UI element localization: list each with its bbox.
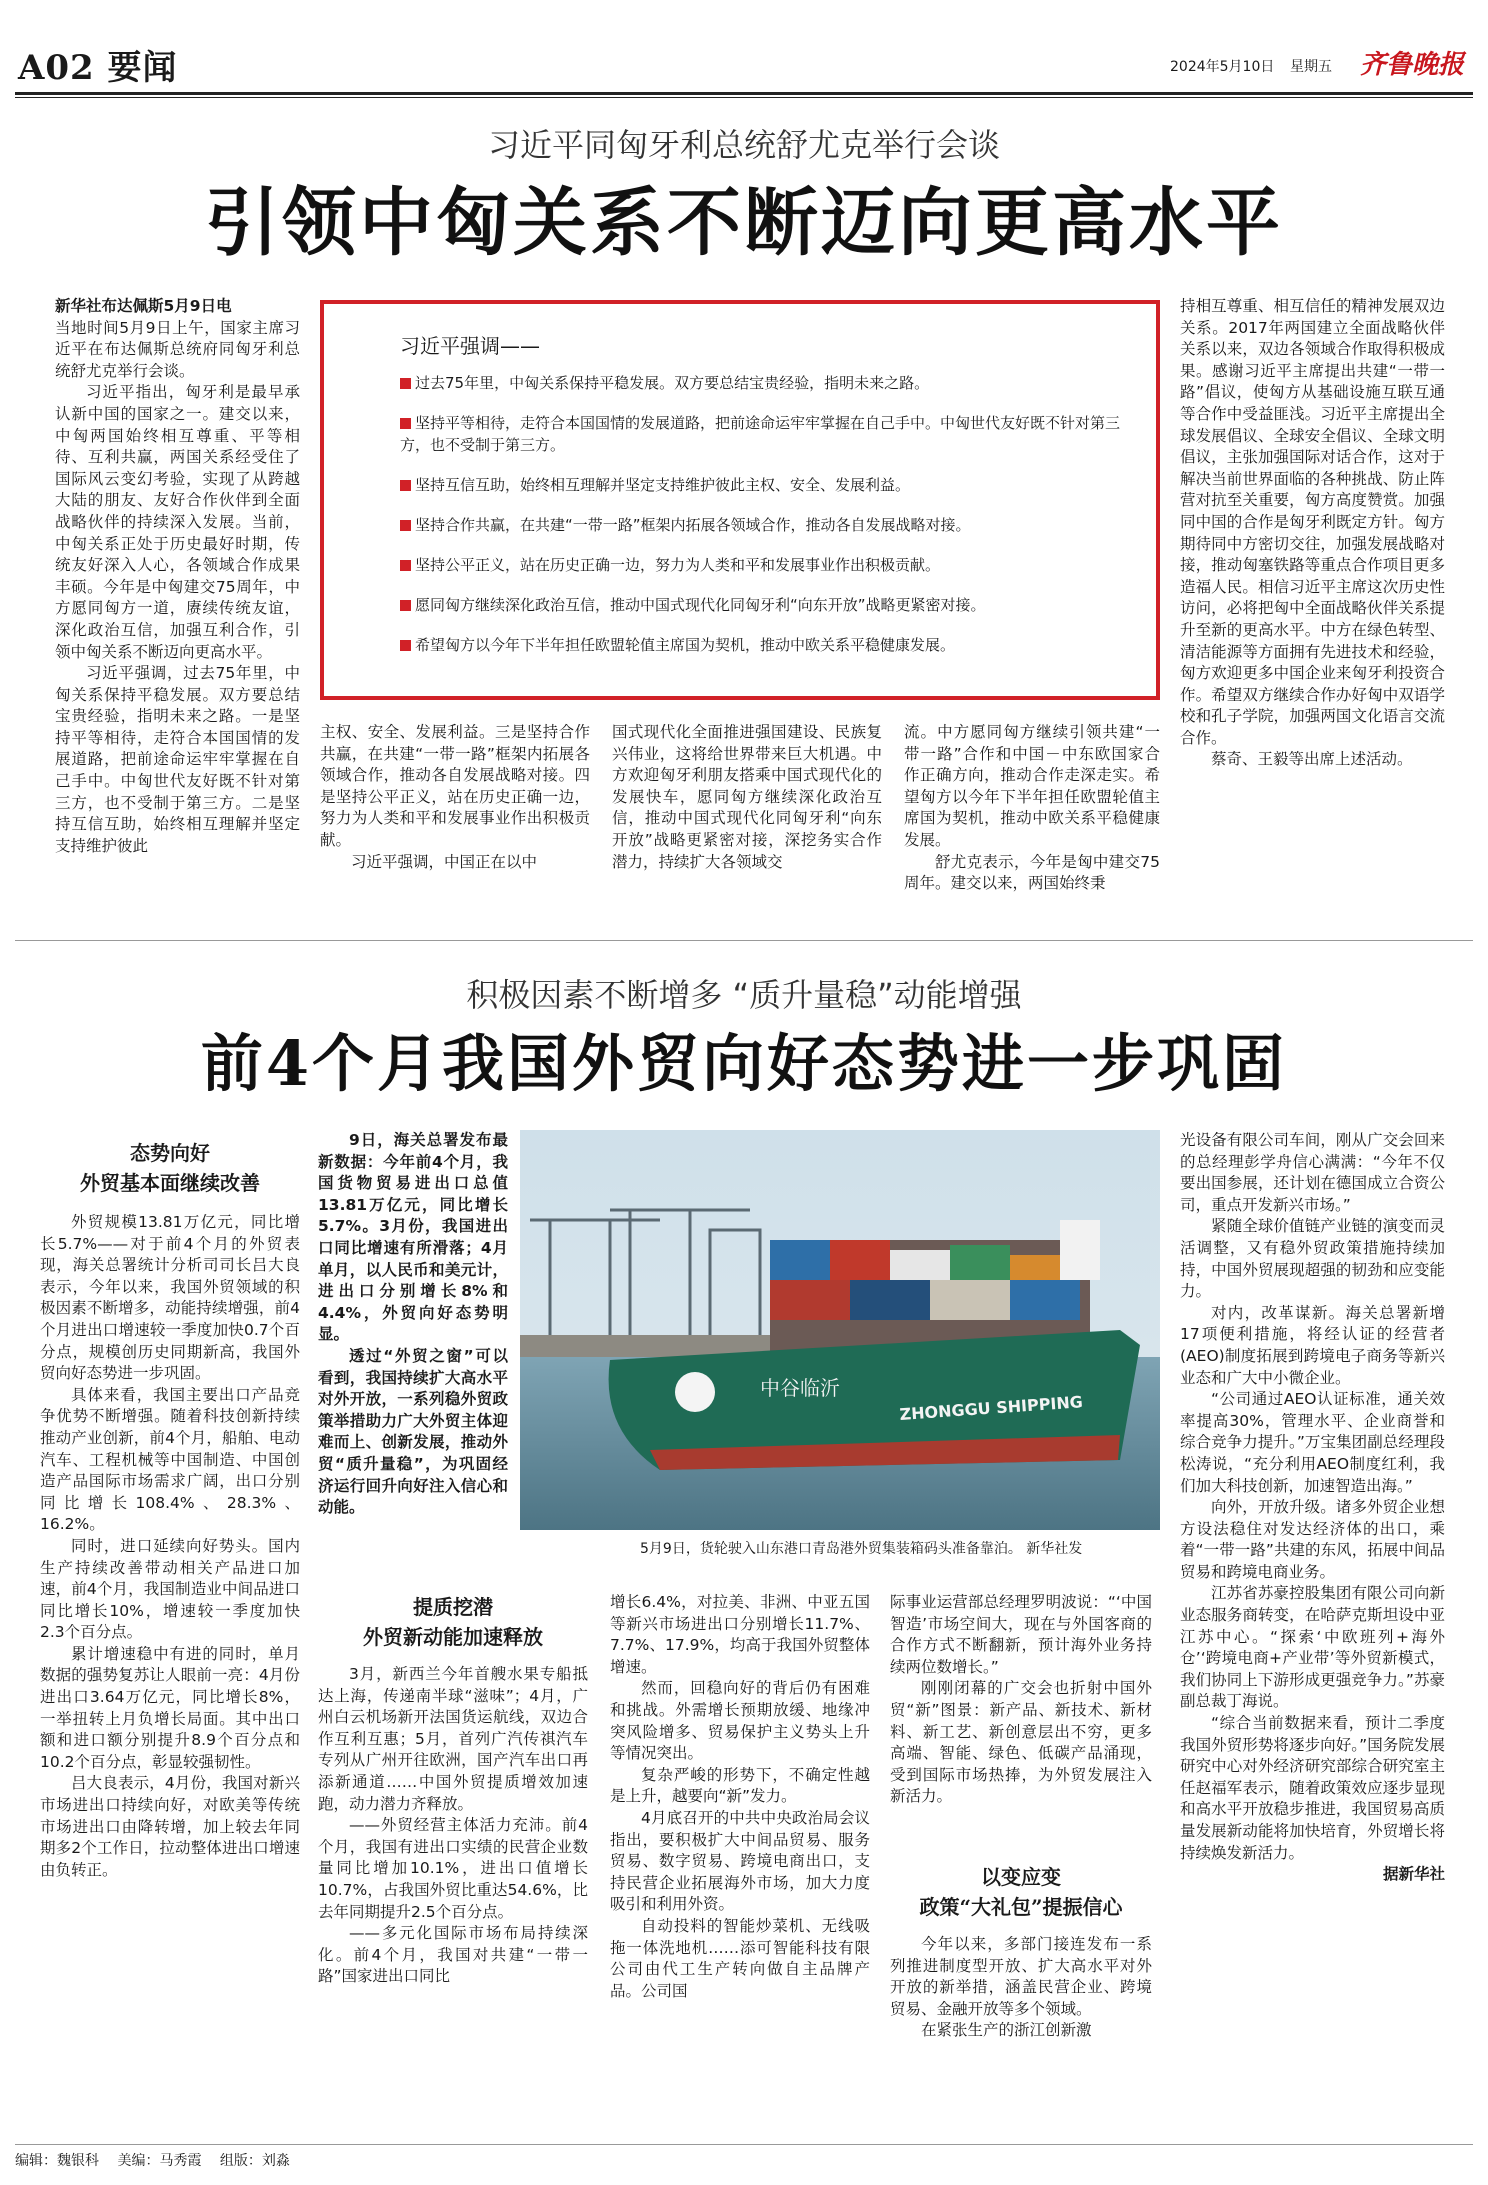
article2-column-e	[1180, 1130, 1445, 2142]
paragraph: 在紧张生产的浙江创新激	[921, 2021, 1092, 2040]
paragraph: 当地时间5月9日上午，国家主席习近平在布达佩斯总统府同匈牙利总统舒尤克举行会谈。	[55, 318, 300, 380]
quote-item: 过去75年里，中匈关系保持平稳发展。双方要总结宝贵经验，指明未来之路。	[400, 372, 1120, 394]
paragraph: 舒尤克表示，今年是匈中建交75周年。建交以来，两国始终秉	[904, 852, 1160, 893]
newspaper-logo: 齐鲁晚报	[1360, 50, 1465, 80]
article2-column-a	[40, 1212, 300, 2142]
layout-credit: 组版：刘淼	[219, 2153, 290, 2169]
paragraph: 紧随全球价值链产业链的演变而灵活调整，又有稳外贸政策措施持续加持，中国外贸展现超强的韧劲和应变能力。	[1180, 1217, 1445, 1301]
paragraph: 然而，回稳向好的背后仍有困难和挑战。外需增长预期放缓、地缘冲突风险增多、贸易保护主义势头上升等情况突出。	[610, 1679, 870, 1763]
paragraph: 习近平强调，过去75年里，中匈关系保持平稳发展。双方要总结宝贵经验，指明未来之路。一是坚持平等相待，走符合本国国情的发展道路，把前途命运牢牢掌握在自己手中。中匈世代友好既不针对第三方，也不受制于第三方。二是坚持互信互助，始终相互理解并坚定支持维护彼此	[55, 664, 300, 855]
paragraph: 累计增速稳中有进的同时，单月数据的强势复苏让人眼前一亮：4月份进出口3.64万亿元，同比增长8%，一举扭转上月负增长局面。其中出口额和进口额分别提升8.9个百分点和10.2个百分点，彰显较强韧性。	[40, 1644, 300, 1771]
footer-rule	[15, 2144, 1473, 2145]
quote-item: 坚持公平正义，站在历史正确一边，努力为人类和平和发展事业作出积极贡献。	[400, 554, 1120, 576]
paragraph: 自动投料的智能炒菜机、无线吸拖一体洗地机……添可智能科技有限公司由代工生产转向做自主品牌产品。公司国	[610, 1916, 870, 2000]
paragraph: 习近平指出，匈牙利是最早承认新中国的国家之一。建交以来，中匈两国始终相互尊重、平等相待、互利共赢，两国关系经受住了国际风云变幻考验，实现了从跨越大陆的朋友、友好合作伙伴到全面战略伙伴的持续深入发展。当前，中匈关系正处于历史最好时期，传统友好深入人心，各领域合作成果丰硕。今年是中匈建交75周年，中方愿同匈方一道，赓续传统友谊，深化政治互信，加强互利合作，引领中匈关系不断迈向更高水平。	[55, 383, 300, 661]
paragraph: ——多元化国际市场布局持续深化。前4个月，我国对共建“一带一路”国家进出口同比	[318, 1924, 588, 1986]
source-signature: 据新华社	[1382, 1865, 1445, 1884]
lead-paragraph	[318, 1130, 508, 1550]
paragraph: “公司通过AEO认证标准，通关效率提高30%，管理水平、企业商誉和综合竞争力提升。”万宝集团副总经理段松涛说，“充分利用AEO制度红利，我们加大科技创新，加速智造出海。”	[1180, 1390, 1445, 1495]
ship-hull-label: ZHONGGU SHIPPING	[898, 1392, 1084, 1424]
page-section-label: A02 要闻	[18, 48, 178, 88]
bullet-icon	[400, 640, 411, 651]
paragraph: 透过“外贸之窗”可以看到，我国持续扩大高水平对外开放，一系列稳外贸政策举措助力广大外贸主体迎难而上、创新发展，推动外贸“质升量稳”，为巩固经济运行回升向好注入信心和动能。	[318, 1346, 508, 1517]
designer-credit: 美编：马秀霞	[117, 2153, 202, 2169]
issue-weekday: 星期五	[1290, 59, 1332, 75]
paragraph: 3月，新西兰今年首艘水果专船抵达上海，传递南半球“滋味”；4月，广州白云机场新开法国货运航线，双边合作互利互惠；5月，首列广汽传祺汽车专列从广州开往欧洲，国产汽车出口再添新通道……中国外贸提质增效加速跑，动力潜力齐释放。	[318, 1665, 588, 1813]
article1-column-4	[904, 722, 1160, 916]
paragraph: 同时，进口延续向好势头。国内生产持续改善带动相关产品进口加速，前4个月，我国制造业中间品进口同比增长10%，增速较一季度加快2.3个百分点。	[40, 1536, 300, 1642]
paragraph: “综合当前数据来看，预计二季度我国外贸形势将逐步向好。”国务院发展研究中心对外经济研究部综合研究室主任赵福军表示，随着政策效应逐步显现和高水平开放稳步推进，我国贸易高质量发展新动能将加快培育，外贸增长将持续焕发新活力。	[1180, 1714, 1445, 1862]
credits	[15, 2150, 304, 2170]
bullet-icon	[400, 378, 411, 389]
issue-date: 2024年5月10日	[1170, 59, 1275, 75]
quote-box-title: 习近平强调——	[400, 334, 540, 358]
header-rule-thin	[15, 97, 1473, 98]
quote-item: 愿同匈方继续深化政治互信，推动中国式现代化同匈牙利“向东开放”战略更紧密对接。	[400, 594, 1120, 616]
paragraph: 9日，海关总署发布最新数据：今年前4个月，我国货物贸易进出口总值13.81万亿元，同比增长5.7%。3月份，我国进出口同比增速有所滑落；4月单月，以人民币和美元计，进出口分别增长8%和4.4%，外贸向好态势明显。	[318, 1131, 508, 1344]
article1-column-2	[320, 722, 590, 916]
paragraph: ——外贸经营主体活力充沛。前4个月，我国有进出口实绩的民营企业数量同比增加10.1%，进出口值增长10.7%，占我国外贸比重达54.6%，比去年同期提升2.5个百分点。	[318, 1816, 588, 1921]
bullet-icon	[400, 560, 411, 571]
paragraph: 今年以来，多部门接连发布一系列推进制度型开放、扩大高水平对外开放的新举措，涵盖民营企业、跨境贸易、金融开放等多个领域。	[890, 1935, 1152, 2018]
paragraph: 4月底召开的中共中央政治局会议指出，要积极扩大中间品贸易、服务贸易、数字贸易、跨境电商出口，支持民营企业拓展海外市场，加大力度吸引和利用外资。	[610, 1808, 870, 1914]
article1-column-1	[55, 296, 300, 916]
paragraph: 流。中方愿同匈方继续引领共建“一带一路”合作和中国－中东欧国家合作正确方向，推动合作走深走实。希望匈方以今年下半年担任欧盟轮值主席国为契机，推动中欧关系平稳健康发展。	[904, 723, 1160, 849]
paragraph: 国式现代化全面推进强国建设、民族复兴伟业，这将给世界带来巨大机遇。中方欢迎匈牙利朋友搭乘中国式现代化的发展快车，愿同匈方继续深化政治互信，推动中国式现代化同匈牙利“向东开放”战略更紧密对接，深挖务实合作潜力，持续扩大各领域交	[612, 723, 882, 871]
bullet-icon	[400, 418, 411, 429]
container-ship-photo	[520, 1130, 1160, 1530]
header-rule	[15, 92, 1473, 95]
article2-subtitle: 积极因素不断增多 “质升量稳”动能增强	[466, 976, 1022, 1014]
paragraph: 外贸规模13.81万亿元，同比增长5.7%——对于前4个月的外贸表现，海关总署统计分析司司长吕大良表示，今年以来，我国外贸领域的积极因素不断增多，动能持续增强，前4个月进出口增速较一季度加快0.7个百分点，规模创历史同期新高，我国外贸向好态势进一步巩固。	[40, 1213, 300, 1383]
section-title-3: 以变应变 政策“大礼包”提振信心	[919, 1865, 1123, 1919]
section-title-2: 提质挖潜 外贸新动能加速释放	[363, 1595, 543, 1649]
paragraph: 增长6.4%，对拉美、非洲、中亚五国等新兴市场进出口分别增长11.7%、7.7%、17.9%，均高于我国外贸整体增速。	[610, 1593, 870, 1676]
article2-column-d2	[890, 1934, 1152, 2142]
bullet-icon	[400, 520, 411, 531]
article2-column-b	[318, 1664, 588, 2142]
paragraph: 持相互尊重、相互信任的精神发展双边关系。2017年两国建立全面战略伙伴关系以来，双边各领域合作取得积极成果。感谢习近平主席提出共建“一带一路”倡议，使匈方从基础设施互联互通等合作中受益匪浅。习近平主席提出全球发展倡议、全球安全倡议、全球文明倡议，主张加强国际对话合作，这对于解决当前世界面临的各种挑战、防止阵营对抗至关重要，匈方高度赞赏。加强同中国的合作是匈牙利既定方针。匈方期待同中方密切交往，加强发展战略对接，推动匈塞铁路等重点合作项目更多造福人民。相信习近平主席这次历史性访问，必将把匈中全面战略伙伴关系提升至新的更高水平。中方在绿色转型、清洁能源等方面拥有先进技术和经验，匈方欢迎更多中国企业来匈牙利投资合作。希望双方继续合作办好匈中双语学校和孔子学院，加强两国文化语言交流合作。	[1180, 297, 1445, 747]
article1-column-3	[612, 722, 882, 916]
paragraph: 对内，改革谋新。海关总署新增17项便利措施，将经认证的经营者(AEO)制度拓展到跨境电子商务等新兴业态和广大中小微企业。	[1180, 1303, 1445, 1387]
ship-name: 中谷临沂	[760, 1376, 840, 1400]
paragraph: 复杂严峻的形势下，不确定性越是上升，越要向“新”发力。	[610, 1765, 870, 1806]
quote-item: 坚持互信互助，始终相互理解并坚定支持维护彼此主权、安全、发展利益。	[400, 474, 1120, 496]
article2-column-c	[610, 1592, 870, 2142]
paragraph: 习近平强调，中国正在以中	[351, 852, 538, 871]
quote-item: 坚持平等相待，走符合本国国情的发展道路，把前途命运牢牢掌握在自己手中。中匈世代友好既不针对第三方，也不受制于第三方。	[400, 414, 1121, 454]
article1-subtitle: 习近平同匈牙利总统舒尤克举行会谈	[487, 126, 1000, 164]
photo-caption: 5月9日，货轮驶入山东港口青岛港外贸集装箱码头准备靠泊。 新华社发	[640, 1541, 1083, 1557]
article1-column-5	[1180, 296, 1445, 916]
article-divider	[15, 940, 1473, 941]
article2-headline: 前4个月我国外贸向好态势进一步巩固	[200, 1027, 1288, 1100]
paragraph: 际事业运营部总经理罗明波说：“‘中国智造’市场空间大，现在与外国客商的合作方式不断翻新，预计海外业务持续两位数增长。”	[890, 1593, 1152, 1676]
bullet-icon	[400, 480, 411, 491]
paragraph: 向外，开放升级。诸多外贸企业想方设法稳住对发达经济体的出口，乘着“一带一路”共建的东风，拓展中间品贸易和跨境电商业务。	[1180, 1498, 1445, 1581]
article2-column-d	[890, 1592, 1152, 1852]
bullet-icon	[400, 600, 411, 611]
paragraph: 蔡奇、王毅等出席上述活动。	[1211, 750, 1413, 769]
paragraph: 具体来看，我国主要出口产品竞争优势不断增强。随着科技创新持续推动产业创新，前4个月，船舶、电动汽车、工程机械等中国制造、中国创造产品国际市场需求广阔，出口分别同比增长108.4%、28.3%、16.2%。	[40, 1385, 300, 1534]
photo-illustration	[520, 1130, 1160, 1530]
editor-credit: 编辑：魏银科	[15, 2153, 99, 2169]
paragraph: 主权、安全、发展利益。三是坚持合作共赢，在共建“一带一路”框架内拓展各领域合作，推动各自发展战略对接。四是坚持公平正义，站在历史正确一边，努力为人类和平和发展事业作出积极贡献。	[320, 723, 590, 849]
quote-item: 坚持合作共赢，在共建“一带一路”框架内拓展各领域合作，推动各自发展战略对接。	[400, 514, 1120, 536]
section-title-1: 态势向好 外贸基本面继续改善	[80, 1141, 260, 1195]
paragraph: 吕大良表示，4月份，我国对新兴市场进出口持续向好，对欧美等传统市场进出口由降转增，加上较去年同期多2个工作日，拉动整体进出口增速由负转正。	[40, 1774, 300, 1879]
quote-item: 希望匈方以今年下半年担任欧盟轮值主席国为契机，推动中欧关系平稳健康发展。	[400, 634, 1120, 656]
dateline: 新华社布达佩斯5月9日电	[55, 297, 232, 315]
article1-headline: 引领中匈关系不断迈向更高水平	[205, 180, 1283, 266]
paragraph: 刚刚闭幕的广交会也折射中国外贸“新”图景：新产品、新技术、新材料、新工艺、新创意层出不穷，更多高端、智能、绿色、低碳产品涌现，受到国际市场热捧，为外贸发展注入新活力。	[890, 1679, 1152, 1806]
paragraph: 江苏省苏豪控股集团有限公司向新业态服务商转变，在哈萨克斯坦设中亚江苏中心。“探索‘中欧班列+海外仓’‘跨境电商+产业带’等外贸新模式，我们协同上下游形成更强竞争力。”苏豪副总裁丁海说。	[1180, 1584, 1445, 1711]
paragraph: 光设备有限公司车间，刚从广交会回来的总经理彭学舟信心满满：“今年不仅要出国参展，还计划在德国成立合资公司，重点开发新兴市场。”	[1180, 1131, 1445, 1214]
